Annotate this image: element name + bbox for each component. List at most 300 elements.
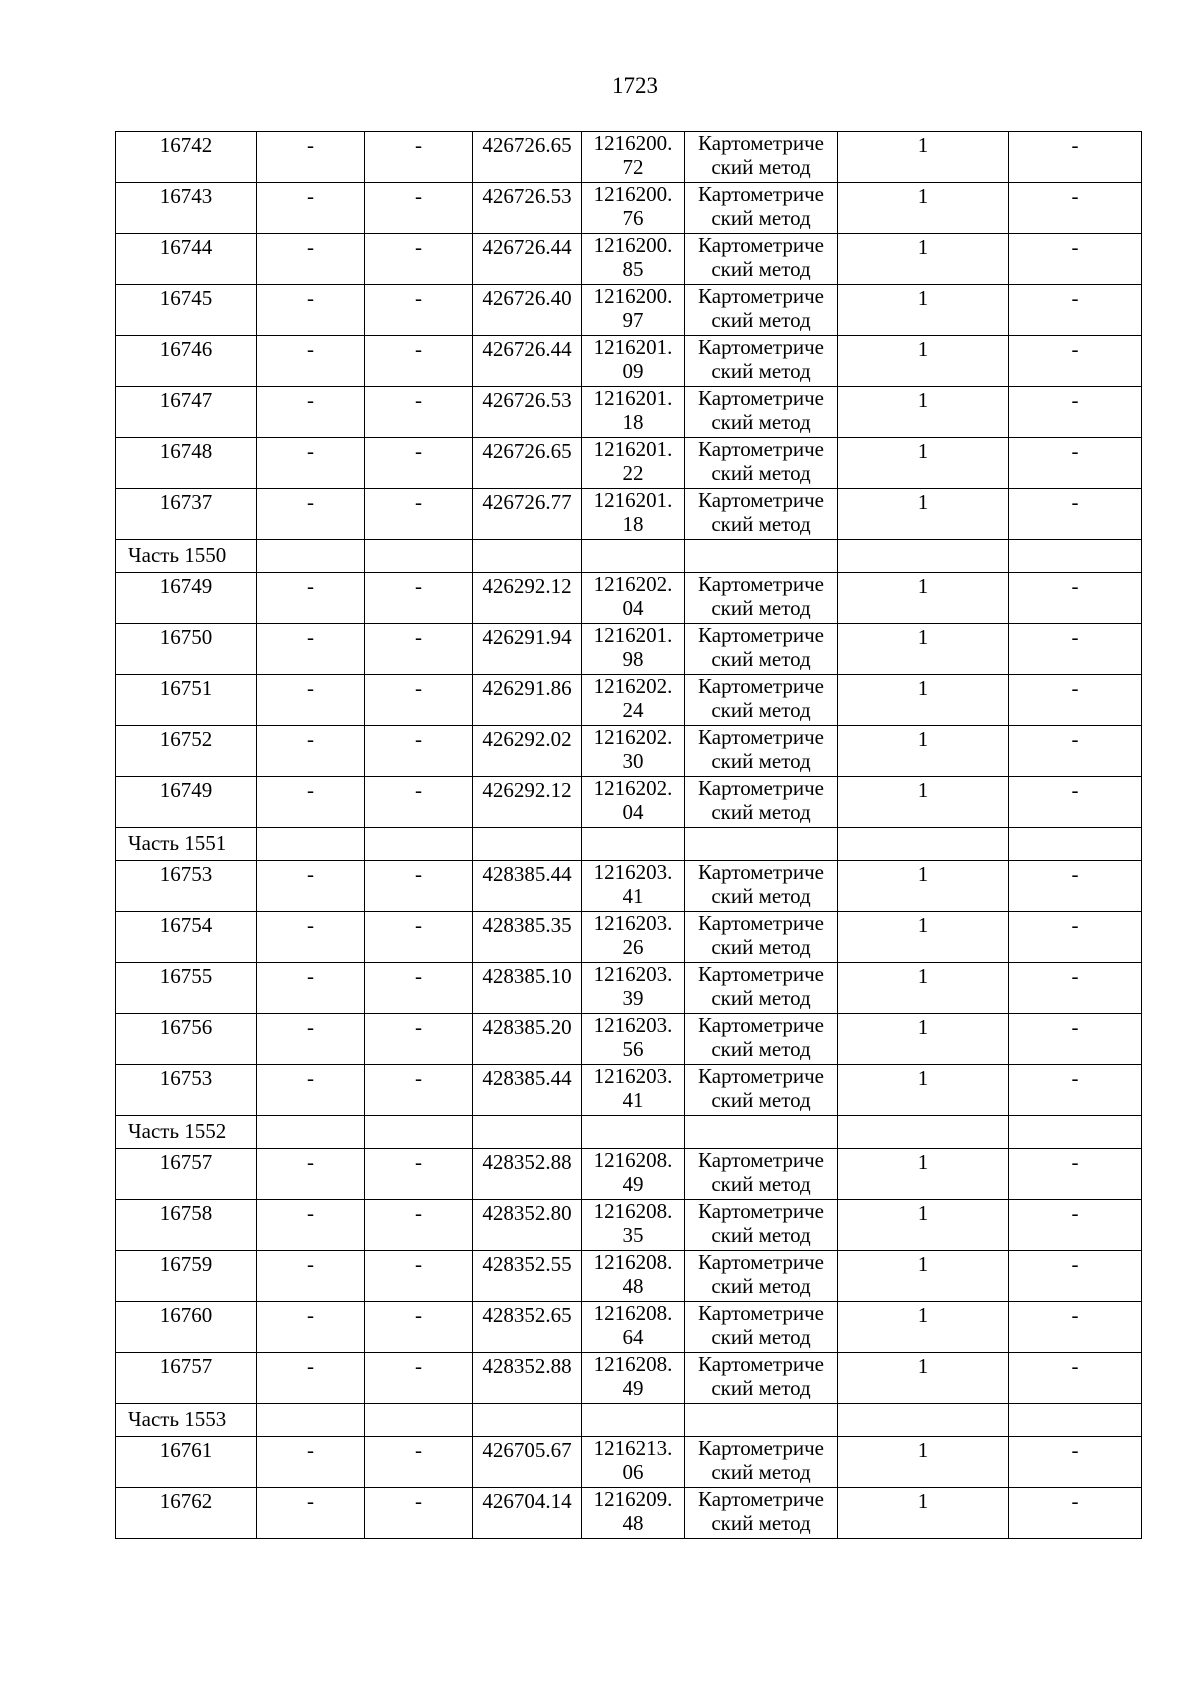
empty-cell xyxy=(1009,540,1142,573)
col3-value: - xyxy=(415,778,422,802)
part-header-row xyxy=(116,1116,1142,1149)
method-line1: Картометриче xyxy=(698,1301,824,1325)
x-coordinate-cell xyxy=(473,489,582,540)
x-coordinate-cell xyxy=(473,573,582,624)
table-row xyxy=(116,1353,1142,1404)
y-coordinate-cell xyxy=(582,1200,685,1251)
col2-value: - xyxy=(307,286,314,310)
y-coordinate-line2: 35 xyxy=(622,1222,644,1247)
accuracy-cell xyxy=(838,285,1009,336)
table-row xyxy=(116,675,1142,726)
method-line2: ский метод xyxy=(711,1036,811,1061)
accuracy-cell xyxy=(838,1149,1009,1200)
point-id: 16737 xyxy=(159,490,213,514)
y-coordinate-line1: 1216200. xyxy=(593,233,673,257)
x-coordinate: 428385.20 xyxy=(482,1015,572,1039)
col2-cell xyxy=(257,1149,365,1200)
col2-value: - xyxy=(307,439,314,463)
y-coordinate-line2: 04 xyxy=(622,799,644,824)
point-id-cell xyxy=(116,489,257,540)
col2-cell xyxy=(257,336,365,387)
col2-value: - xyxy=(307,1489,314,1513)
last-column-cell xyxy=(1009,1014,1142,1065)
col2-cell xyxy=(257,438,365,489)
last-column-cell xyxy=(1009,1200,1142,1251)
col2-value: - xyxy=(307,1150,314,1174)
col3-cell xyxy=(365,912,473,963)
method-line1: Картометриче xyxy=(698,1436,824,1460)
x-coordinate: 428385.35 xyxy=(482,913,572,937)
last-column-cell xyxy=(1009,861,1142,912)
last-column-cell xyxy=(1009,285,1142,336)
last-column-cell xyxy=(1009,573,1142,624)
last-column-value: - xyxy=(1071,1303,1079,1327)
col2-value: - xyxy=(307,388,314,412)
empty-cell xyxy=(1009,1116,1142,1149)
point-id: 16753 xyxy=(159,1066,213,1090)
method-line2: ский метод xyxy=(711,985,811,1010)
method-line2: ский метод xyxy=(711,1324,811,1349)
part-header-row xyxy=(116,540,1142,573)
table-row xyxy=(116,573,1142,624)
part-label-text: Часть 1553 xyxy=(128,1407,227,1431)
last-column-value: - xyxy=(1071,337,1079,361)
accuracy-value: 1 xyxy=(917,439,929,463)
accuracy-cell xyxy=(838,489,1009,540)
y-coordinate-line2: 49 xyxy=(622,1171,644,1196)
point-id: 16760 xyxy=(159,1303,213,1327)
y-coordinate-cell xyxy=(582,1302,685,1353)
method-cell xyxy=(685,573,838,624)
col3-value: - xyxy=(415,1066,422,1090)
method-cell xyxy=(685,963,838,1014)
y-coordinate-line1: 1216203. xyxy=(593,1064,673,1088)
point-id: 16749 xyxy=(159,778,213,802)
point-id-cell xyxy=(116,234,257,285)
accuracy-cell xyxy=(838,912,1009,963)
accuracy-cell xyxy=(838,234,1009,285)
table-row xyxy=(116,234,1142,285)
point-id: 16742 xyxy=(159,133,213,157)
y-coordinate-cell xyxy=(582,285,685,336)
col2-value: - xyxy=(307,964,314,988)
empty-cell xyxy=(473,1116,582,1149)
empty-cell xyxy=(582,540,685,573)
empty-cell xyxy=(473,1404,582,1437)
empty-cell xyxy=(257,1116,365,1149)
col3-cell xyxy=(365,1014,473,1065)
coordinates-table xyxy=(115,131,1142,1539)
last-column-cell xyxy=(1009,489,1142,540)
col2-value: - xyxy=(307,676,314,700)
col3-cell xyxy=(365,1065,473,1116)
last-column-cell xyxy=(1009,963,1142,1014)
method-cell xyxy=(685,1149,838,1200)
empty-cell xyxy=(365,1404,473,1437)
last-column-cell xyxy=(1009,234,1142,285)
x-coordinate-cell xyxy=(473,336,582,387)
y-coordinate-cell xyxy=(582,489,685,540)
method-line1: Картометриче xyxy=(698,572,824,596)
accuracy-value: 1 xyxy=(917,574,929,598)
empty-cell xyxy=(838,1116,1009,1149)
x-coordinate: 428385.44 xyxy=(482,1066,572,1090)
col2-value: - xyxy=(307,574,314,598)
x-coordinate: 426726.65 xyxy=(482,439,572,463)
last-column-value: - xyxy=(1071,1066,1079,1090)
empty-cell xyxy=(365,1116,473,1149)
last-column-value: - xyxy=(1071,778,1079,802)
y-coordinate-cell xyxy=(582,1149,685,1200)
point-id: 16754 xyxy=(159,913,213,937)
last-column-cell xyxy=(1009,183,1142,234)
x-coordinate: 428385.10 xyxy=(482,964,572,988)
x-coordinate-cell xyxy=(473,1437,582,1488)
part-header-row xyxy=(116,828,1142,861)
last-column-cell xyxy=(1009,1353,1142,1404)
accuracy-value: 1 xyxy=(917,913,929,937)
col3-cell xyxy=(365,1488,473,1539)
point-id-cell xyxy=(116,132,257,183)
col2-value: - xyxy=(307,913,314,937)
col3-cell xyxy=(365,1251,473,1302)
y-coordinate-line1: 1216202. xyxy=(593,674,673,698)
method-line1: Картометриче xyxy=(698,437,824,461)
accuracy-cell xyxy=(838,624,1009,675)
table-row xyxy=(116,726,1142,777)
method-cell xyxy=(685,438,838,489)
accuracy-cell xyxy=(838,1014,1009,1065)
point-id-cell xyxy=(116,1302,257,1353)
last-column-value: - xyxy=(1071,1438,1079,1462)
x-coordinate-cell xyxy=(473,438,582,489)
y-coordinate-line1: 1216203. xyxy=(593,860,673,884)
col3-value: - xyxy=(415,337,422,361)
col3-value: - xyxy=(415,727,422,751)
col3-cell xyxy=(365,861,473,912)
col2-value: - xyxy=(307,1354,314,1378)
col2-cell xyxy=(257,1200,365,1251)
last-column-value: - xyxy=(1071,862,1079,886)
y-coordinate-cell xyxy=(582,1353,685,1404)
y-coordinate-line1: 1216209. xyxy=(593,1487,673,1511)
y-coordinate-cell xyxy=(582,387,685,438)
method-line1: Картометриче xyxy=(698,284,824,308)
y-coordinate-line2: 26 xyxy=(622,934,644,959)
y-coordinate-line1: 1216201. xyxy=(593,335,673,359)
col2-cell xyxy=(257,489,365,540)
y-coordinate-line1: 1216202. xyxy=(593,725,673,749)
y-coordinate-line1: 1216203. xyxy=(593,911,673,935)
y-coordinate-line2: 24 xyxy=(622,697,644,722)
accuracy-cell xyxy=(838,726,1009,777)
y-coordinate-cell xyxy=(582,132,685,183)
last-column-cell xyxy=(1009,726,1142,777)
last-column-value: - xyxy=(1071,1354,1079,1378)
col3-value: - xyxy=(415,1201,422,1225)
col2-cell xyxy=(257,1488,365,1539)
table-row xyxy=(116,1302,1142,1353)
col3-value: - xyxy=(415,1354,422,1378)
col3-value: - xyxy=(415,964,422,988)
col3-value: - xyxy=(415,286,422,310)
method-line1: Картометриче xyxy=(698,860,824,884)
method-line1: Картометриче xyxy=(698,335,824,359)
y-coordinate-cell xyxy=(582,726,685,777)
last-column-value: - xyxy=(1071,184,1079,208)
col2-value: - xyxy=(307,727,314,751)
last-column-cell xyxy=(1009,336,1142,387)
empty-cell xyxy=(838,540,1009,573)
x-coordinate-cell xyxy=(473,1251,582,1302)
last-column-value: - xyxy=(1071,388,1079,412)
y-coordinate-line1: 1216203. xyxy=(593,1013,673,1037)
col3-cell xyxy=(365,573,473,624)
last-column-cell xyxy=(1009,777,1142,828)
accuracy-value: 1 xyxy=(917,1201,929,1225)
x-coordinate-cell xyxy=(473,861,582,912)
x-coordinate: 428352.88 xyxy=(482,1354,572,1378)
method-cell xyxy=(685,1200,838,1251)
point-id-cell xyxy=(116,777,257,828)
col2-cell xyxy=(257,624,365,675)
accuracy-cell xyxy=(838,1251,1009,1302)
col3-value: - xyxy=(415,235,422,259)
method-cell xyxy=(685,132,838,183)
last-column-cell xyxy=(1009,1302,1142,1353)
x-coordinate: 426291.86 xyxy=(482,676,572,700)
col3-value: - xyxy=(415,1438,422,1462)
accuracy-value: 1 xyxy=(917,1303,929,1327)
table-row xyxy=(116,132,1142,183)
col3-cell xyxy=(365,438,473,489)
point-id: 16756 xyxy=(159,1015,213,1039)
col2-cell xyxy=(257,1014,365,1065)
col2-value: - xyxy=(307,1303,314,1327)
point-id-cell xyxy=(116,573,257,624)
method-cell xyxy=(685,1251,838,1302)
accuracy-cell xyxy=(838,183,1009,234)
method-line2: ский метод xyxy=(711,748,811,773)
x-coordinate-cell xyxy=(473,1353,582,1404)
method-line2: ский метод xyxy=(711,1087,811,1112)
x-coordinate: 426705.67 xyxy=(482,1438,572,1462)
col2-cell xyxy=(257,912,365,963)
col2-cell xyxy=(257,132,365,183)
col2-value: - xyxy=(307,235,314,259)
col3-value: - xyxy=(415,913,422,937)
last-column-cell xyxy=(1009,438,1142,489)
method-cell xyxy=(685,1065,838,1116)
last-column-cell xyxy=(1009,132,1142,183)
col3-value: - xyxy=(415,1252,422,1276)
coordinates-table-body xyxy=(116,132,1142,1539)
point-id: 16748 xyxy=(159,439,213,463)
last-column-cell xyxy=(1009,1488,1142,1539)
table-row xyxy=(116,1200,1142,1251)
y-coordinate-cell xyxy=(582,624,685,675)
last-column-value: - xyxy=(1071,1201,1079,1225)
col2-cell xyxy=(257,726,365,777)
x-coordinate-cell xyxy=(473,1065,582,1116)
y-coordinate-line1: 1216200. xyxy=(593,182,673,206)
x-coordinate: 426291.94 xyxy=(482,625,572,649)
x-coordinate-cell xyxy=(473,726,582,777)
accuracy-value: 1 xyxy=(917,337,929,361)
x-coordinate: 428352.65 xyxy=(482,1303,572,1327)
accuracy-cell xyxy=(838,573,1009,624)
table-row xyxy=(116,624,1142,675)
col2-cell xyxy=(257,183,365,234)
accuracy-cell xyxy=(838,132,1009,183)
empty-cell xyxy=(582,828,685,861)
accuracy-cell xyxy=(838,1200,1009,1251)
method-line2: ский метод xyxy=(711,697,811,722)
y-coordinate-line1: 1216201. xyxy=(593,386,673,410)
accuracy-value: 1 xyxy=(917,1438,929,1462)
method-line2: ский метод xyxy=(711,1510,811,1535)
method-line1: Картометриче xyxy=(698,488,824,512)
accuracy-value: 1 xyxy=(917,862,929,886)
col2-cell xyxy=(257,963,365,1014)
point-id-cell xyxy=(116,1200,257,1251)
col3-cell xyxy=(365,1200,473,1251)
method-line2: ский метод xyxy=(711,358,811,383)
method-cell xyxy=(685,624,838,675)
last-column-value: - xyxy=(1071,490,1079,514)
col3-cell xyxy=(365,285,473,336)
point-id: 16751 xyxy=(159,676,213,700)
x-coordinate: 428352.55 xyxy=(482,1252,572,1276)
part-label-text: Часть 1551 xyxy=(128,831,227,855)
last-column-value: - xyxy=(1071,439,1079,463)
y-coordinate-line2: 30 xyxy=(622,748,644,773)
y-coordinate-cell xyxy=(582,861,685,912)
method-line1: Картометриче xyxy=(698,1013,824,1037)
last-column-cell xyxy=(1009,912,1142,963)
method-cell xyxy=(685,726,838,777)
col3-cell xyxy=(365,1149,473,1200)
empty-cell xyxy=(473,540,582,573)
method-line2: ский метод xyxy=(711,1171,811,1196)
table-row xyxy=(116,387,1142,438)
y-coordinate-line2: 64 xyxy=(622,1324,644,1349)
method-cell xyxy=(685,1353,838,1404)
point-id: 16752 xyxy=(159,727,213,751)
last-column-cell xyxy=(1009,1149,1142,1200)
last-column-value: - xyxy=(1071,625,1079,649)
point-id-cell xyxy=(116,1014,257,1065)
method-line1: Картометриче xyxy=(698,1487,824,1511)
method-line1: Картометриче xyxy=(698,386,824,410)
method-line1: Картометриче xyxy=(698,776,824,800)
method-line1: Картометриче xyxy=(698,911,824,935)
point-id: 16761 xyxy=(159,1438,213,1462)
point-id-cell xyxy=(116,285,257,336)
table-row xyxy=(116,183,1142,234)
y-coordinate-cell xyxy=(582,336,685,387)
col2-cell xyxy=(257,285,365,336)
accuracy-cell xyxy=(838,963,1009,1014)
accuracy-value: 1 xyxy=(917,184,929,208)
last-column-cell xyxy=(1009,387,1142,438)
method-line1: Картометриче xyxy=(698,131,824,155)
method-line2: ский метод xyxy=(711,1222,811,1247)
method-line2: ский метод xyxy=(711,1375,811,1400)
table-row xyxy=(116,861,1142,912)
col2-cell xyxy=(257,1065,365,1116)
y-coordinate-line1: 1216208. xyxy=(593,1301,673,1325)
x-coordinate: 426704.14 xyxy=(482,1489,572,1513)
empty-cell xyxy=(685,540,838,573)
point-id: 16758 xyxy=(159,1201,213,1225)
accuracy-cell xyxy=(838,861,1009,912)
part-label xyxy=(116,828,257,861)
col2-cell xyxy=(257,387,365,438)
y-coordinate-cell xyxy=(582,1065,685,1116)
col3-cell xyxy=(365,963,473,1014)
y-coordinate-line2: 97 xyxy=(622,307,644,332)
part-header-row xyxy=(116,1404,1142,1437)
y-coordinate-cell xyxy=(582,777,685,828)
col2-value: - xyxy=(307,1201,314,1225)
last-column-value: - xyxy=(1071,133,1079,157)
part-label-text: Часть 1550 xyxy=(128,543,227,567)
accuracy-value: 1 xyxy=(917,964,929,988)
col2-cell xyxy=(257,861,365,912)
col2-value: - xyxy=(307,184,314,208)
method-cell xyxy=(685,1437,838,1488)
col3-value: - xyxy=(415,676,422,700)
method-cell xyxy=(685,336,838,387)
accuracy-value: 1 xyxy=(917,727,929,751)
y-coordinate-line1: 1216201. xyxy=(593,623,673,647)
col2-cell xyxy=(257,234,365,285)
accuracy-value: 1 xyxy=(917,1354,929,1378)
table-row xyxy=(116,1149,1142,1200)
empty-cell xyxy=(685,1116,838,1149)
method-cell xyxy=(685,387,838,438)
col2-value: - xyxy=(307,1066,314,1090)
accuracy-cell xyxy=(838,675,1009,726)
accuracy-value: 1 xyxy=(917,235,929,259)
col3-value: - xyxy=(415,1303,422,1327)
method-line1: Картометриче xyxy=(698,1352,824,1376)
method-cell xyxy=(685,489,838,540)
x-coordinate-cell xyxy=(473,675,582,726)
last-column-cell xyxy=(1009,675,1142,726)
table-row xyxy=(116,438,1142,489)
point-id-cell xyxy=(116,963,257,1014)
col3-cell xyxy=(365,726,473,777)
accuracy-value: 1 xyxy=(917,1489,929,1513)
empty-cell xyxy=(582,1404,685,1437)
empty-cell xyxy=(257,1404,365,1437)
y-coordinate-line2: 04 xyxy=(622,595,644,620)
col3-value: - xyxy=(415,625,422,649)
col3-cell xyxy=(365,1437,473,1488)
y-coordinate-line1: 1216201. xyxy=(593,437,673,461)
point-id-cell xyxy=(116,336,257,387)
accuracy-value: 1 xyxy=(917,676,929,700)
col2-cell xyxy=(257,777,365,828)
x-coordinate-cell xyxy=(473,624,582,675)
method-line1: Картометриче xyxy=(698,674,824,698)
empty-cell xyxy=(685,828,838,861)
y-coordinate-line2: 76 xyxy=(622,205,644,230)
y-coordinate-line1: 1216208. xyxy=(593,1148,673,1172)
table-row xyxy=(116,336,1142,387)
